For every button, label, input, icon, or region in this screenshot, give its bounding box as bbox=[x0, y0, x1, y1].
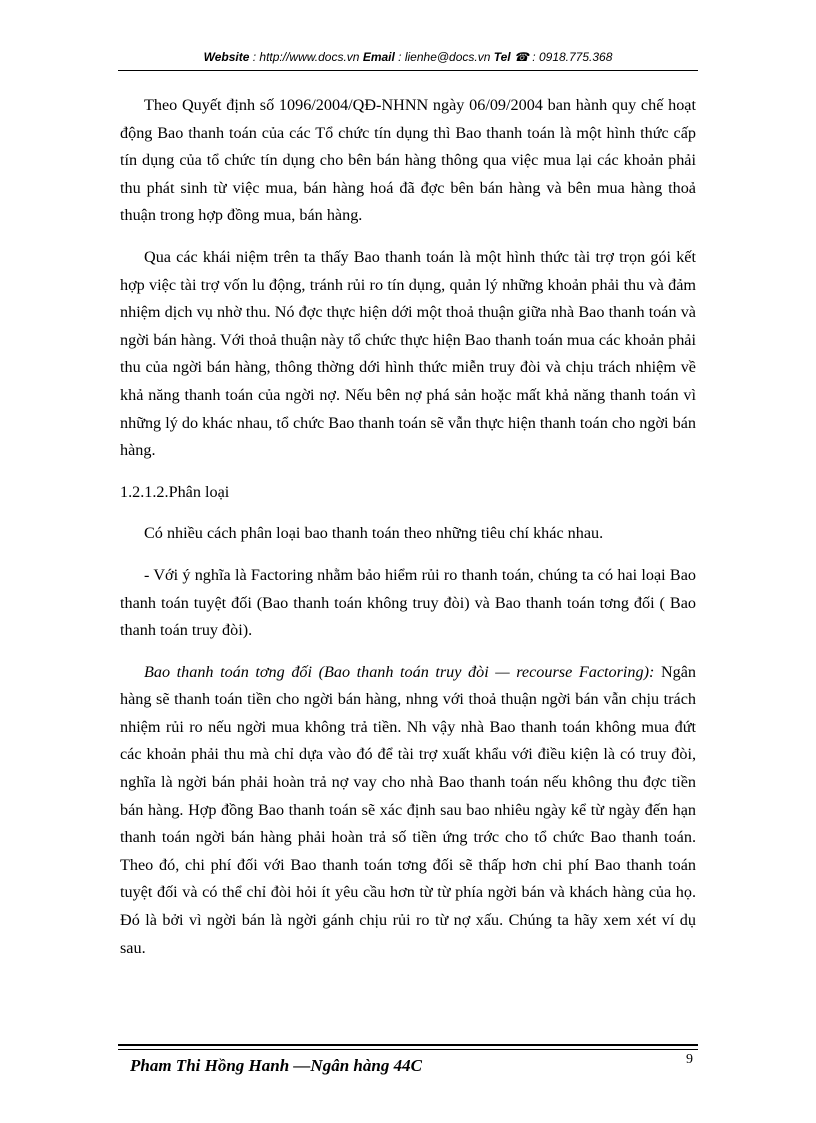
paragraph-5 bbox=[120, 659, 696, 963]
paragraph-2: Qua các khái niệm trên ta thấy Bao thanh toán là một hình thức tài trợ trọn gói kết hợp việc tài trợ vốn lu động, tránh rủi ro tín dụng, quản lý những khoản phải thu và đảm nhiệm dịch vụ nhờ thu. Nó đợc thực hiện dới một thoả thuận giữa nhà Bao thanh toán và ngời bán hàng. Với thoả thuận này tổ chức thực hiện Bao thanh toán mua các khoản phải thu của ngời bán hàng, thông thờng dới hình thức miễn truy đòi và chịu trách nhiệm về khả năng thanh toán của ngời nợ. Nếu bên nợ phá sản hoặc mất khả năng thanh toán vì những lý do khác nhau, tổ chức Bao thanh toán sẽ vẫn thực hiện thanh toán cho ngời bán hàng. bbox=[120, 247, 696, 460]
paragraph-5-text: Ngân hàng sẽ thanh toán tiền cho ngời bán hàng, nhng với thoả thuận ngời bán vẫn chịu trách nhiệm rủi ro nếu ngời mua không trả tiền. Nh vậy nhà Bao thanh toán không mua đứt các khoản phải thu mà chỉ dựa vào đó để tài trợ xuất khẩu với điều kiện là có truy đòi, nghĩa là ngời bán phải hoàn trả nợ vay cho nhà Bao thanh toán nếu không thu đợc tiền bán hàng. Hợp đồng Bao thanh toán sẽ xác định sau bao nhiêu ngày kể từ ngày đến hạn thanh toán ngời bán hàng phải hoàn trả số tiền ứng trớc cho tổ chức Bao thanh toán. Theo đó, chi phí đối với Bao thanh toán tơng đối sẽ thấp hơn chi phí Bao thanh toán tuyệt đối và có thể chỉ đòi hỏi ít yêu cầu hơn từ từ phía ngời bán và khách hàng của họ. Đó là bởi vì ngời bán là ngời gánh chịu rủi ro từ nợ xấu. Chúng ta hãy xem xét ví dụ sau. bbox=[120, 662, 697, 957]
page-header bbox=[120, 50, 696, 64]
tel-label: Tel bbox=[493, 50, 511, 64]
section-heading: 1.2.1.2.Phân loại bbox=[120, 482, 230, 501]
document-body bbox=[120, 92, 696, 976]
footer-divider-thick bbox=[118, 1044, 698, 1046]
footer-author: Pham Thi Hồng Hanh —Ngân hàng 44C bbox=[130, 1056, 422, 1075]
website-label: Website bbox=[203, 50, 250, 64]
paragraph-4: - Với ý nghĩa là Factoring nhằm bảo hiểm rủi ro thanh toán, chúng ta có hai loại Bao thanh toán tuyệt đối (Bao thanh toán không truy đòi) và Bao thanh toán tơng đối ( Bao thanh toán truy đòi). bbox=[120, 565, 696, 640]
tel-value: : 0918.775.368 bbox=[532, 50, 613, 64]
paragraph-5-term: Bao thanh toán tơng đối (Bao thanh toán truy đòi — recourse Factoring): bbox=[144, 662, 655, 681]
paragraph-3: Có nhiều cách phân loại bao thanh toán theo những tiêu chí khác nhau. bbox=[144, 524, 604, 543]
footer-divider-thin bbox=[118, 1049, 698, 1050]
email-value: : lienhe@docs.vn bbox=[398, 50, 491, 64]
email-label: Email bbox=[362, 50, 395, 64]
phone-icon: ☎ bbox=[514, 50, 529, 64]
website-value: : http://www.docs.vn bbox=[252, 50, 360, 64]
page-number: 9 bbox=[686, 1052, 693, 1067]
paragraph-1: Theo Quyết định số 1096/2004/QĐ-NHNN ngày 06/09/2004 ban hành quy chế hoạt động Bao thanh toán của các Tổ chức tín dụng thì Bao thanh toán là một hình thức cấp tín dụng của tổ chức tín dụng cho bên bán hàng thông qua việc mua lại các khoản phải thu phát sinh từ việc mua, bán hàng hoá đã đợc bên bán hàng và bên mua hàng thoả thuận trong hợp đồng mua, bán hàng. bbox=[120, 96, 696, 225]
header-divider bbox=[118, 70, 698, 71]
